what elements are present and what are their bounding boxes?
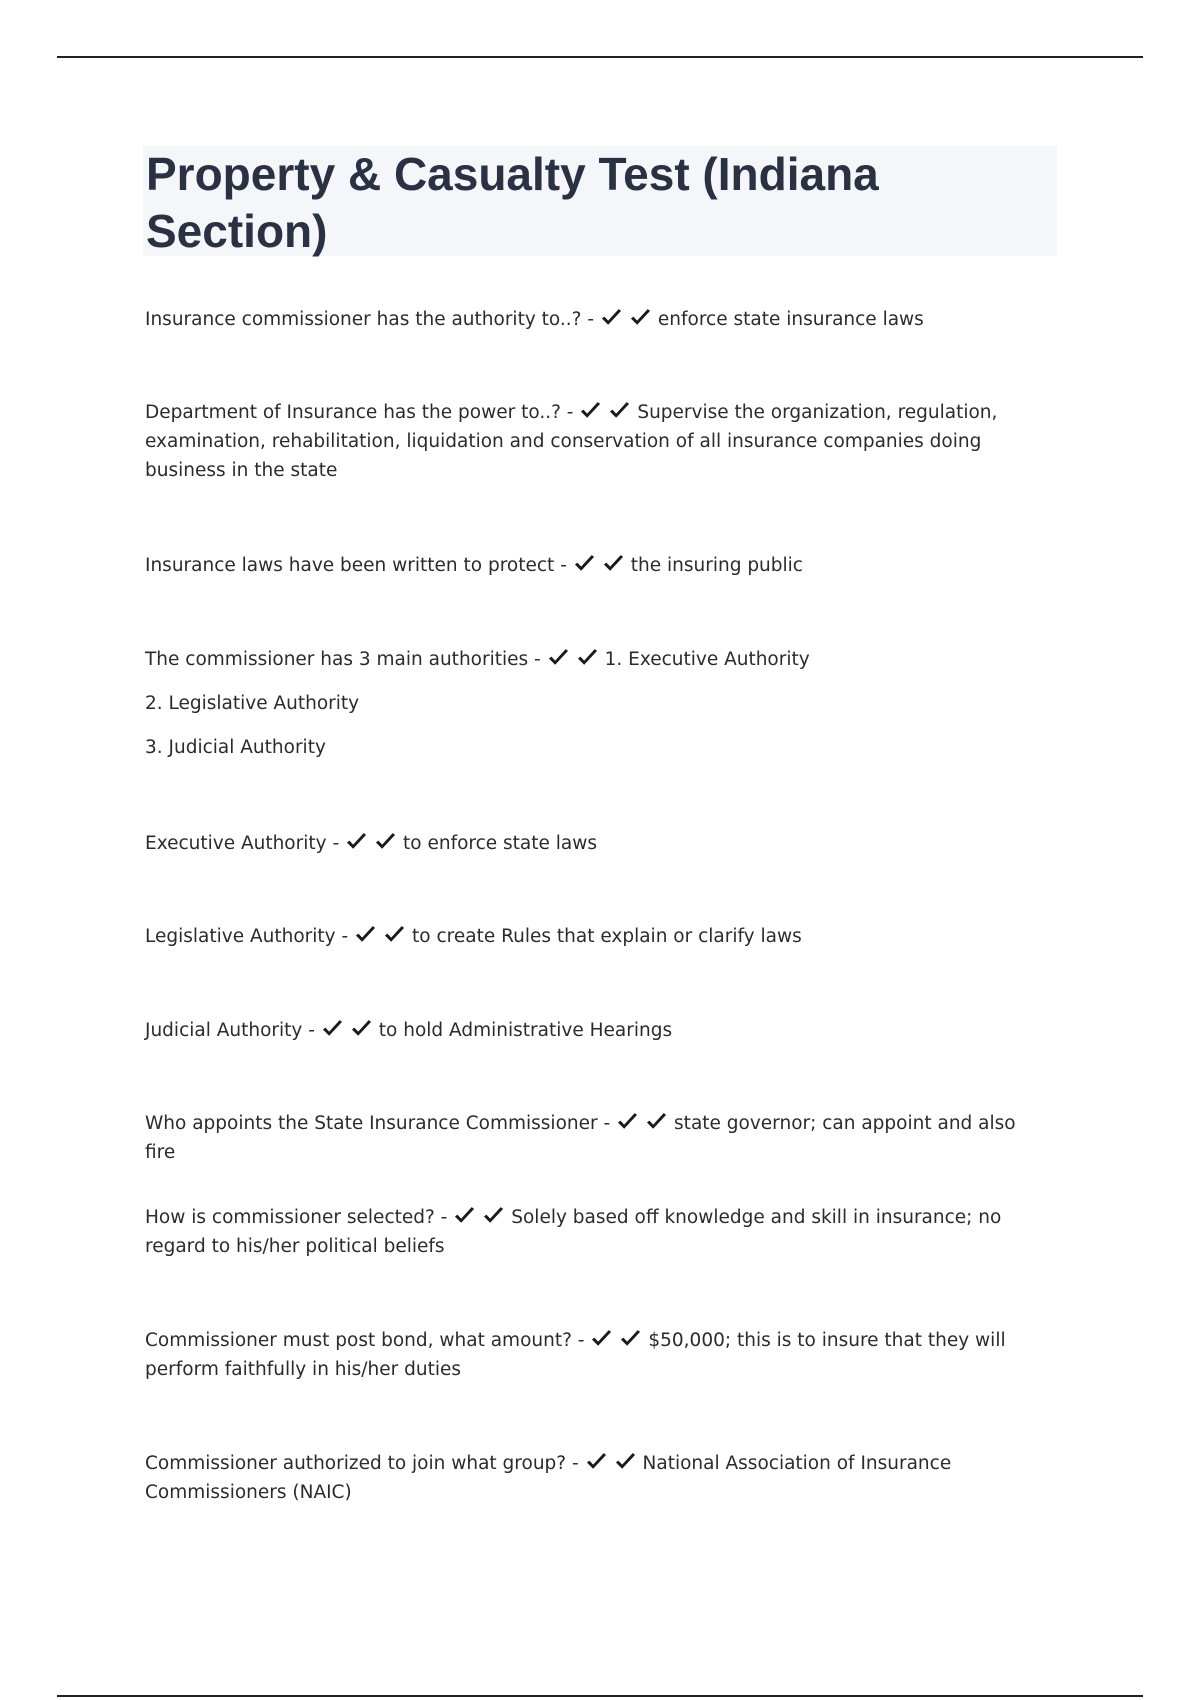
question-text: How is commissioner selected? [145,1207,435,1228]
list-line: 3. Judicial Authority [145,737,326,758]
question-text: Who appoints the State Insurance Commissioner [145,1113,598,1134]
separator: - [335,926,355,947]
check-icon [602,554,625,574]
separator: - [302,1020,321,1041]
question-text: Insurance laws have been written to protect [145,555,555,576]
answer-text: state governor; can appoint and also fire [145,1113,1016,1163]
check-icon [321,1019,344,1039]
separator: - [566,1453,585,1474]
list-line: 2. Legislative Authority [145,693,360,714]
check-icon [383,925,406,945]
answer-text: Supervise the organization, regulation, examination, rehabilitation, liquidation and conservation of all insurance companies doing business in the state [145,402,998,481]
separator: - [581,309,600,330]
answer-text: National Association of Insurance Commissioners (NAIC) [145,1453,952,1503]
page-title: Property & Casualty Test (Indiana Section) [146,148,879,257]
check-icon [600,308,623,328]
qa-item [145,922,1050,951]
separator: - [597,1113,617,1134]
separator: - [528,649,547,670]
qa-item [145,305,1050,334]
qa-item [145,1109,1050,1167]
answer-text: the insuring public [630,555,803,576]
separator: - [554,555,573,576]
check-icon [619,1329,642,1349]
answer-text: $50,000; this is to insure that they will perform faithfully in his/her duties [145,1330,1006,1380]
question-text: Commissioner must post bond, what amount? [145,1330,572,1351]
check-icon [614,1452,637,1472]
separator: - [326,833,346,854]
check-icon [579,401,602,421]
check-icon [608,401,631,421]
qa-item [145,1449,1050,1507]
check-icon [585,1452,608,1472]
check-icon [629,308,652,328]
check-icon [374,832,397,852]
answer-text: to enforce state laws [403,833,598,854]
qa-item [145,829,1050,858]
check-icon [547,648,570,668]
answer-text: to hold Administrative Hearings [378,1020,673,1041]
top-rule [57,56,1143,58]
check-icon [482,1206,505,1226]
check-icon [453,1206,476,1226]
separator: - [560,402,580,423]
question-text: Executive Authority [145,833,327,854]
answer-text: enforce state insurance laws [657,309,924,330]
title-banner [143,146,1057,256]
question-text: Insurance commissioner has the authority to..? [145,309,582,330]
question-text: Judicial Authority [145,1020,303,1041]
qa-item [145,645,1050,762]
answer-text: Solely based off knowledge and skill in insurance; no regard to his/her political beliefs [145,1207,1002,1257]
qa-item [145,1016,1050,1045]
question-text: Department of Insurance has the power to..? [145,402,561,423]
question-text: The commissioner has 3 main authorities [145,649,529,670]
question-text: Commissioner authorized to join what group? [145,1453,567,1474]
check-icon [616,1112,639,1132]
check-icon [345,832,368,852]
check-icon [645,1112,668,1132]
qa-item [145,398,1050,485]
check-icon [350,1019,373,1039]
question-text: Legislative Authority [145,926,336,947]
separator: - [571,1330,591,1351]
check-icon [354,925,377,945]
check-icon [590,1329,613,1349]
qa-item [145,551,1050,580]
bottom-rule [57,1695,1143,1697]
separator: - [434,1207,454,1228]
qa-item [145,1203,1050,1261]
check-icon [573,554,596,574]
qa-item [145,1326,1050,1384]
check-icon [576,648,599,668]
answer-text: to create Rules that explain or clarify laws [412,926,802,947]
answer-text: 1. Executive Authority [604,649,810,670]
